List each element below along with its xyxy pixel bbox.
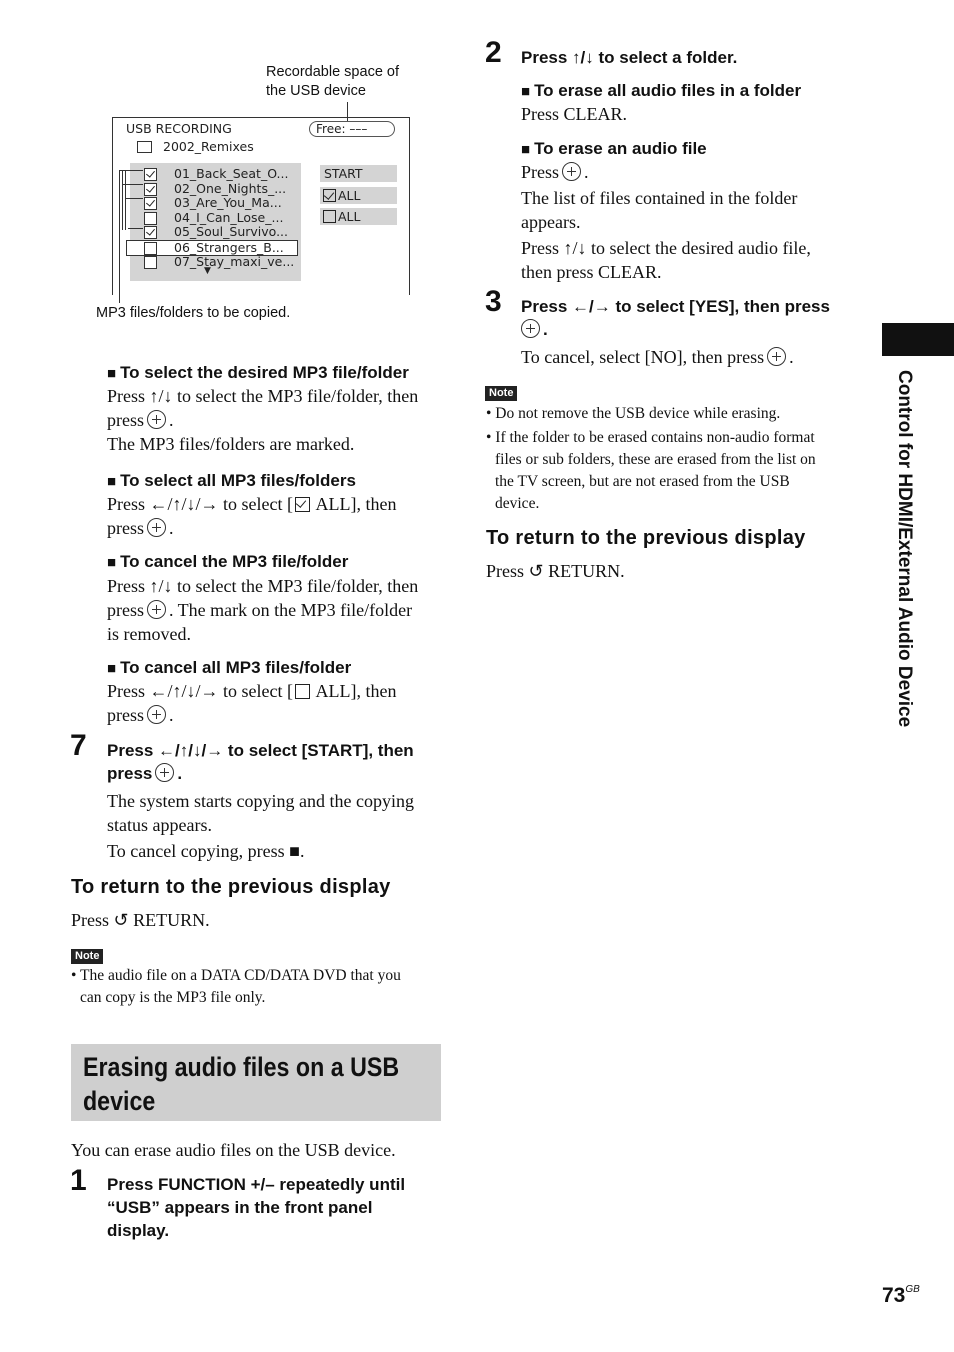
para-erase-all: Press CLEAR. [521, 104, 628, 124]
file-name: 03_Are_You_Ma... [174, 195, 282, 211]
step-7-body: The system starts copying and the copying status appears. To cancel copying, press ■. [107, 791, 414, 861]
enter-button-icon [562, 162, 581, 181]
side-tab-block [882, 323, 954, 356]
para-cancel-all: Press ←/↑/↓/→ to select [ ALL], then press . [107, 681, 397, 725]
enter-button-icon [147, 600, 166, 619]
enter-button-icon [521, 319, 540, 338]
file-name: 05_Soul_Survivo... [174, 224, 288, 240]
step-number-7: 7 [70, 729, 87, 762]
step-3-instruction: Press ←/→ to select [YES], then press . [521, 297, 830, 339]
return-text-left: Press ↺ RETURN. [71, 910, 210, 930]
file-name: 04_I_Can_Lose_... [174, 209, 284, 225]
bracket-lines [119, 170, 159, 304]
select-all-button[interactable]: ALL [320, 187, 397, 204]
enter-button-icon [147, 410, 166, 429]
deselect-all-button[interactable]: ALL [320, 208, 397, 225]
file-name: 02_One_Nights_... [174, 180, 287, 196]
step-number-1: 1 [70, 1164, 87, 1197]
file-name: 07_Stay_maxi_ve... [174, 253, 295, 269]
checked-box-icon [323, 189, 336, 202]
subheading-erase-all: ■ To erase all audio files in a folder [521, 80, 801, 103]
file-name: 06_Strangers_B... [174, 240, 284, 255]
subheading-select-file: ■ To select the desired MP3 file/folder [107, 362, 409, 385]
para-erase-file: Press . The list of files contained in the folder appears. Press ↑/↓ to select the desired audio file, then press CLEAR. [521, 162, 811, 282]
enter-button-icon [147, 518, 166, 537]
para-select-file: Press ↑/↓ to select the MP3 file/folder, then press . The MP3 files/folders are marked. [107, 386, 419, 454]
enter-button-icon [155, 763, 174, 782]
step-1-instruction: Press FUNCTION +/– repeatedly until “USB” appears in the front panel display. [107, 1175, 406, 1240]
callout-recordable-space: Recordable space of the USB device [266, 64, 399, 99]
step-7-instruction: Press ←/↑/↓/→ to select [START], then press . [107, 741, 414, 783]
start-button[interactable]: START [320, 165, 397, 182]
section-title-banner [71, 1044, 441, 1121]
note-badge-left: Note [71, 949, 103, 964]
file-name: 01_Back_Seat_O... [174, 166, 289, 181]
subheading-cancel-file: ■ To cancel the MP3 file/folder [107, 551, 348, 574]
empty-box-icon [323, 210, 336, 223]
para-cancel-file: Press ↑/↓ to select the MP3 file/folder, then press . The mark on the MP3 file/folder is removed. [107, 576, 419, 644]
note-right: • Do not remove the USB device while erasing. • If the folder to be erased contains non-audio format files or sub folders, these are erased from the list on the TV screen, but are not erased from the USB device. [486, 405, 816, 512]
checked-box-icon [295, 497, 310, 512]
subheading-cancel-all: ■ To cancel all MP3 files/folder [107, 657, 351, 680]
note-badge-right: Note [485, 386, 517, 401]
screen-title: USB RECORDING [126, 121, 232, 136]
para-select-all: Press ←/↑/↓/→ to select [ ALL], then press . [107, 494, 397, 538]
enter-button-icon [767, 347, 786, 366]
step-number-3: 3 [485, 285, 502, 318]
enter-button-icon [147, 705, 166, 724]
step-3-body: To cancel, select [NO], then press . [521, 347, 794, 367]
free-space-indicator: Free: ––– [309, 121, 395, 137]
section-title: Erasing audio files on a USB device [83, 1052, 400, 1116]
return-heading-left: To return to the previous display [71, 876, 391, 898]
callout-files-to-copy: MP3 files/folders to be copied. [96, 305, 291, 321]
empty-box-icon [295, 684, 310, 699]
page-number: $73^{GB}$ [882, 1284, 920, 1307]
side-tab-label: Control for HDMI/External Audio Device [894, 370, 915, 728]
return-heading-right: To return to the previous display [486, 527, 806, 549]
step-number-2: 2 [485, 36, 502, 69]
subheading-select-all: ■ To select all MP3 files/folders [107, 470, 356, 493]
note-left: • The audio file on a DATA CD/DATA DVD that you can copy is the MP3 file only. [71, 967, 401, 1006]
scroll-down-arrow-icon: ▼ [204, 266, 211, 276]
folder-icon [137, 141, 152, 153]
folder-name: 2002_Remixes [163, 139, 254, 154]
section-intro: You can erase audio files on the USB device. [71, 1140, 396, 1160]
step-2-instruction: Press ↑/↓ to select a folder. [521, 48, 738, 67]
return-text-right: Press ↺ RETURN. [486, 561, 625, 581]
subheading-erase-file: ■ To erase an audio file [521, 138, 707, 161]
